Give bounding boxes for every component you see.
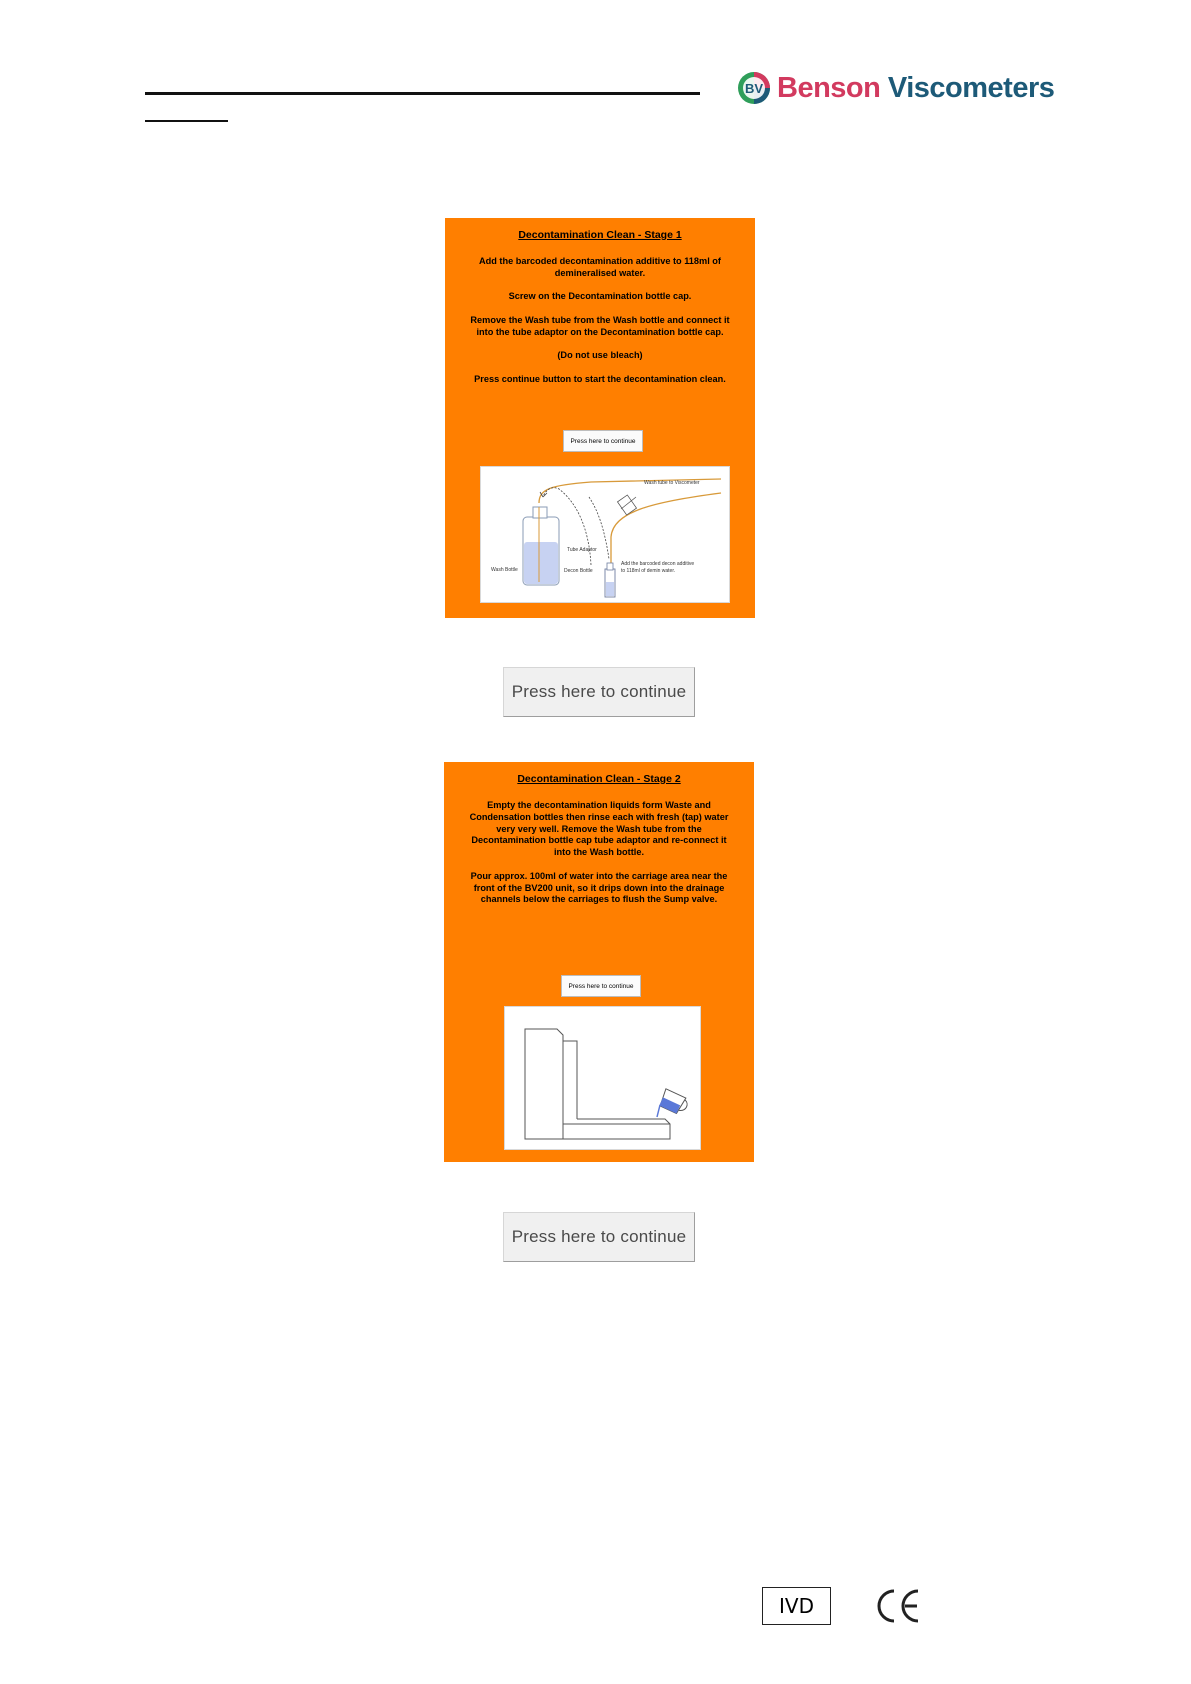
brand-name-word1: Benson bbox=[777, 71, 881, 104]
stage1-instructions bbox=[463, 256, 737, 398]
header-rule-short bbox=[145, 120, 228, 122]
stage1-paragraph: Add the barcoded decontamination additive to 118ml of demineralised water. bbox=[479, 256, 721, 278]
stage1-diagram bbox=[480, 466, 730, 603]
stage1-paragraph: Screw on the Decontamination bottle cap. bbox=[508, 291, 692, 302]
continue-button[interactable]: Press here to continue bbox=[503, 1212, 695, 1262]
brand-logo bbox=[737, 68, 1054, 108]
bv-logo-icon bbox=[737, 71, 771, 105]
stage1-panel bbox=[445, 218, 755, 618]
header-rule bbox=[145, 92, 700, 95]
continue-button[interactable]: Press here to continue bbox=[503, 667, 695, 717]
stage1-title: Decontamination Clean - Stage 1 bbox=[518, 229, 682, 241]
stage2-instructions bbox=[462, 800, 736, 918]
stage2-paragraph: Pour approx. 100ml of water into the carriage area near the front of the BV200 unit, so it drips down into the drainage channels below the carriages to flush the Sump valve. bbox=[470, 870, 728, 905]
additive-label: to 118ml of demin water. bbox=[621, 568, 676, 574]
stage2-paragraph: Empty the decontamination liquids form Waste and Condensation bottles then rinse each with fresh (tap) water very very well. Remove the Wash tube from the Decontamination bottle cap tube adaptor and re-connect it into the Wash bottle. bbox=[469, 800, 729, 858]
wash-tube-label: Wash tube to Viscometer bbox=[644, 480, 700, 486]
decon-bottle-label: Decon Bottle bbox=[564, 568, 593, 574]
stage2-continue-button[interactable]: Press here to continue bbox=[561, 975, 641, 997]
ivd-mark: IVD bbox=[762, 1587, 831, 1625]
stage1-paragraph: (Do not use bleach) bbox=[557, 350, 643, 361]
brand-name bbox=[777, 72, 1054, 105]
wash-bottle-label: Wash Bottle bbox=[491, 567, 518, 573]
ce-mark-icon bbox=[874, 1588, 922, 1624]
stage1-continue-button[interactable]: Press here to continue bbox=[563, 430, 643, 452]
stage1-paragraph: Press continue button to start the decontamination clean. bbox=[474, 373, 726, 384]
additive-label: Add the barcoded decon additive bbox=[621, 561, 695, 567]
stage1-paragraph: Remove the Wash tube from the Wash bottle and connect it into the tube adaptor on the Decontamination bottle cap. bbox=[470, 314, 730, 337]
stage2-diagram bbox=[504, 1006, 701, 1150]
svg-text:BV: BV bbox=[744, 81, 764, 96]
stage2-panel bbox=[444, 762, 754, 1162]
stage2-title: Decontamination Clean - Stage 2 bbox=[517, 773, 681, 785]
brand-name-word2: Viscometers bbox=[887, 71, 1055, 104]
tube-adaptor-label: Tube Adaptor bbox=[567, 547, 597, 553]
